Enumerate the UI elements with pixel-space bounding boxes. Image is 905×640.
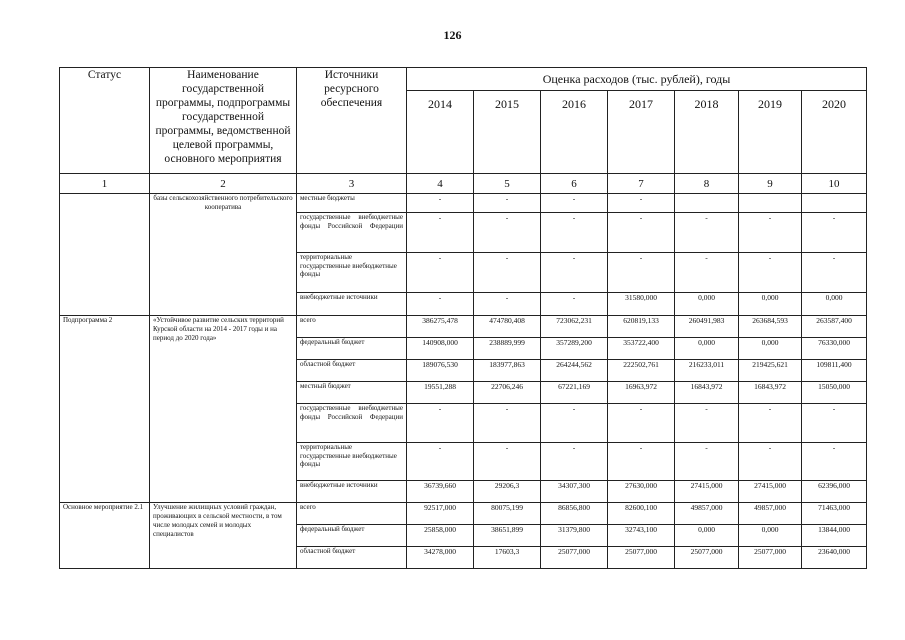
- value-cell: 76330,000: [802, 338, 867, 360]
- header-status: Статус: [60, 68, 150, 174]
- value-cell: 386275,478: [407, 316, 474, 338]
- value-cell: 25077,000: [541, 547, 608, 569]
- value-cell: -: [474, 293, 541, 316]
- value-cell: 36739,660: [407, 481, 474, 503]
- column-number: 1: [60, 174, 150, 194]
- column-number: 5: [474, 174, 541, 194]
- source-cell: территориальные государственные внебюджетные фонды: [297, 253, 407, 293]
- value-cell: 23640,000: [802, 547, 867, 569]
- value-cell: 16843,972: [675, 382, 739, 404]
- value-cell: 140908,000: [407, 338, 474, 360]
- value-cell: 13844,000: [802, 525, 867, 547]
- value-cell: -: [541, 253, 608, 293]
- value-cell: -: [608, 213, 675, 253]
- value-cell: -: [474, 404, 541, 443]
- header-year: 2018: [675, 91, 739, 174]
- value-cell: 49857,000: [739, 503, 802, 525]
- table-row: [60, 503, 867, 525]
- budget-table: [59, 67, 867, 569]
- source-cell: территориальные государственные внебюджетные фонды: [297, 443, 407, 481]
- value-cell: 32743,100: [608, 525, 675, 547]
- value-cell: -: [474, 213, 541, 253]
- value-cell: -: [802, 213, 867, 253]
- value-cell: 263684,593: [739, 316, 802, 338]
- column-number: 2: [150, 174, 297, 194]
- value-cell: 238889,999: [474, 338, 541, 360]
- value-cell: 34278,000: [407, 547, 474, 569]
- value-cell: 27415,000: [675, 481, 739, 503]
- source-cell: федеральный бюджет: [297, 338, 407, 360]
- value-cell: -: [739, 404, 802, 443]
- source-cell: внебюджетные источники: [297, 481, 407, 503]
- value-cell: 25077,000: [608, 547, 675, 569]
- source-cell: всего: [297, 316, 407, 338]
- header-year: 2016: [541, 91, 608, 174]
- value-cell: -: [675, 213, 739, 253]
- value-cell: -: [407, 253, 474, 293]
- value-cell: 92517,000: [407, 503, 474, 525]
- value-cell: 620819,133: [608, 316, 675, 338]
- value-cell: -: [739, 213, 802, 253]
- value-cell: -: [541, 194, 608, 213]
- source-cell: областной бюджет: [297, 360, 407, 382]
- value-cell: 0,000: [802, 293, 867, 316]
- column-number: 4: [407, 174, 474, 194]
- value-cell: 38651,899: [474, 525, 541, 547]
- value-cell: 29206,3: [474, 481, 541, 503]
- value-cell: 82600,100: [608, 503, 675, 525]
- value-cell: 189076,530: [407, 360, 474, 382]
- value-cell: 0,000: [739, 525, 802, 547]
- value-cell: -: [407, 443, 474, 481]
- source-cell: внебюджетные источники: [297, 293, 407, 316]
- value-cell: 31580,000: [608, 293, 675, 316]
- column-number-row: [60, 174, 867, 194]
- header-name: Наименование государственной программы, подпрограммы государственной программы, ведомственной целевой программы, основного мероприятия: [150, 68, 297, 174]
- value-cell: 16843,972: [739, 382, 802, 404]
- value-cell: 357289,200: [541, 338, 608, 360]
- column-number: 3: [297, 174, 407, 194]
- value-cell: -: [541, 404, 608, 443]
- program-name-cell: Улучшение жилищных условий граждан, проживающих в сельской местности, в том числе молодых семей и молодых специалистов: [150, 503, 297, 569]
- status-cell: Основное мероприятие 2.1: [60, 503, 150, 569]
- value-cell: -: [407, 293, 474, 316]
- column-number: 9: [739, 174, 802, 194]
- value-cell: -: [739, 443, 802, 481]
- value-cell: 25077,000: [739, 547, 802, 569]
- value-cell: 109811,400: [802, 360, 867, 382]
- value-cell: -: [739, 253, 802, 293]
- value-cell: 474780,408: [474, 316, 541, 338]
- page-number: 126: [443, 28, 462, 42]
- value-cell: -: [474, 253, 541, 293]
- column-number: 8: [675, 174, 739, 194]
- value-cell: 0,000: [739, 338, 802, 360]
- value-cell: -: [675, 443, 739, 481]
- value-cell: 16963,972: [608, 382, 675, 404]
- value-cell: 67221,169: [541, 382, 608, 404]
- value-cell: 34307,300: [541, 481, 608, 503]
- header-year: 2019: [739, 91, 802, 174]
- value-cell: -: [675, 404, 739, 443]
- status-cell: Подпрограмма 2: [60, 316, 150, 503]
- value-cell: 80075,199: [474, 503, 541, 525]
- value-cell: -: [541, 293, 608, 316]
- value-cell: -: [608, 253, 675, 293]
- value-cell: 219425,621: [739, 360, 802, 382]
- value-cell: -: [474, 443, 541, 481]
- value-cell: 22706,246: [474, 382, 541, 404]
- header-year: 2014: [407, 91, 474, 174]
- value-cell: 0,000: [739, 293, 802, 316]
- value-cell: -: [541, 443, 608, 481]
- value-cell: [739, 194, 802, 213]
- value-cell: -: [474, 194, 541, 213]
- column-number: 7: [608, 174, 675, 194]
- value-cell: 49857,000: [675, 503, 739, 525]
- value-cell: -: [802, 443, 867, 481]
- source-cell: государственные внебюджетные фонды Российской Федерации: [297, 213, 407, 253]
- value-cell: 183977,863: [474, 360, 541, 382]
- source-cell: всего: [297, 503, 407, 525]
- value-cell: 25858,000: [407, 525, 474, 547]
- value-cell: 353722,400: [608, 338, 675, 360]
- value-cell: 0,000: [675, 338, 739, 360]
- value-cell: 86856,800: [541, 503, 608, 525]
- header-year: 2017: [608, 91, 675, 174]
- value-cell: 27415,000: [739, 481, 802, 503]
- value-cell: 222502,761: [608, 360, 675, 382]
- column-number: 10: [802, 174, 867, 194]
- column-number: 6: [541, 174, 608, 194]
- value-cell: 0,000: [675, 293, 739, 316]
- value-cell: 216233,011: [675, 360, 739, 382]
- value-cell: 25077,000: [675, 547, 739, 569]
- value-cell: 263587,400: [802, 316, 867, 338]
- value-cell: 71463,000: [802, 503, 867, 525]
- source-cell: местный бюджет: [297, 382, 407, 404]
- value-cell: -: [608, 194, 675, 213]
- value-cell: [802, 194, 867, 213]
- value-cell: 19551,288: [407, 382, 474, 404]
- source-cell: областной бюджет: [297, 547, 407, 569]
- value-cell: 0,000: [675, 525, 739, 547]
- value-cell: 31379,800: [541, 525, 608, 547]
- value-cell: -: [407, 404, 474, 443]
- value-cell: 17603,3: [474, 547, 541, 569]
- value-cell: -: [541, 213, 608, 253]
- value-cell: 62396,000: [802, 481, 867, 503]
- value-cell: 264244,562: [541, 360, 608, 382]
- header-sources: Источники ресурсного обеспечения: [297, 68, 407, 174]
- value-cell: -: [407, 213, 474, 253]
- program-name-cell: «Устойчивое развитие сельских территорий Курской области на 2014 - 2017 годы и на период до 2020 года»: [150, 316, 297, 503]
- source-cell: федеральный бюджет: [297, 525, 407, 547]
- value-cell: 260491,983: [675, 316, 739, 338]
- source-cell: местные бюджеты: [297, 194, 407, 213]
- status-cell: [60, 194, 150, 316]
- value-cell: -: [608, 404, 675, 443]
- value-cell: -: [802, 404, 867, 443]
- value-cell: 27630,000: [608, 481, 675, 503]
- value-cell: 723062,231: [541, 316, 608, 338]
- value-cell: -: [802, 253, 867, 293]
- header-estimate: Оценка расходов (тыс. рублей), годы: [407, 68, 867, 91]
- table-row: [60, 194, 867, 213]
- value-cell: -: [407, 194, 474, 213]
- value-cell: [675, 194, 739, 213]
- header-year: 2015: [474, 91, 541, 174]
- value-cell: 15050,000: [802, 382, 867, 404]
- value-cell: -: [675, 253, 739, 293]
- header-year: 2020: [802, 91, 867, 174]
- table-row: [60, 316, 867, 338]
- value-cell: -: [608, 443, 675, 481]
- source-cell: государственные внебюджетные фонды Российской Федерации: [297, 404, 407, 443]
- program-name-cell: базы сельскохозяйственного потребительского кооператива: [150, 194, 297, 316]
